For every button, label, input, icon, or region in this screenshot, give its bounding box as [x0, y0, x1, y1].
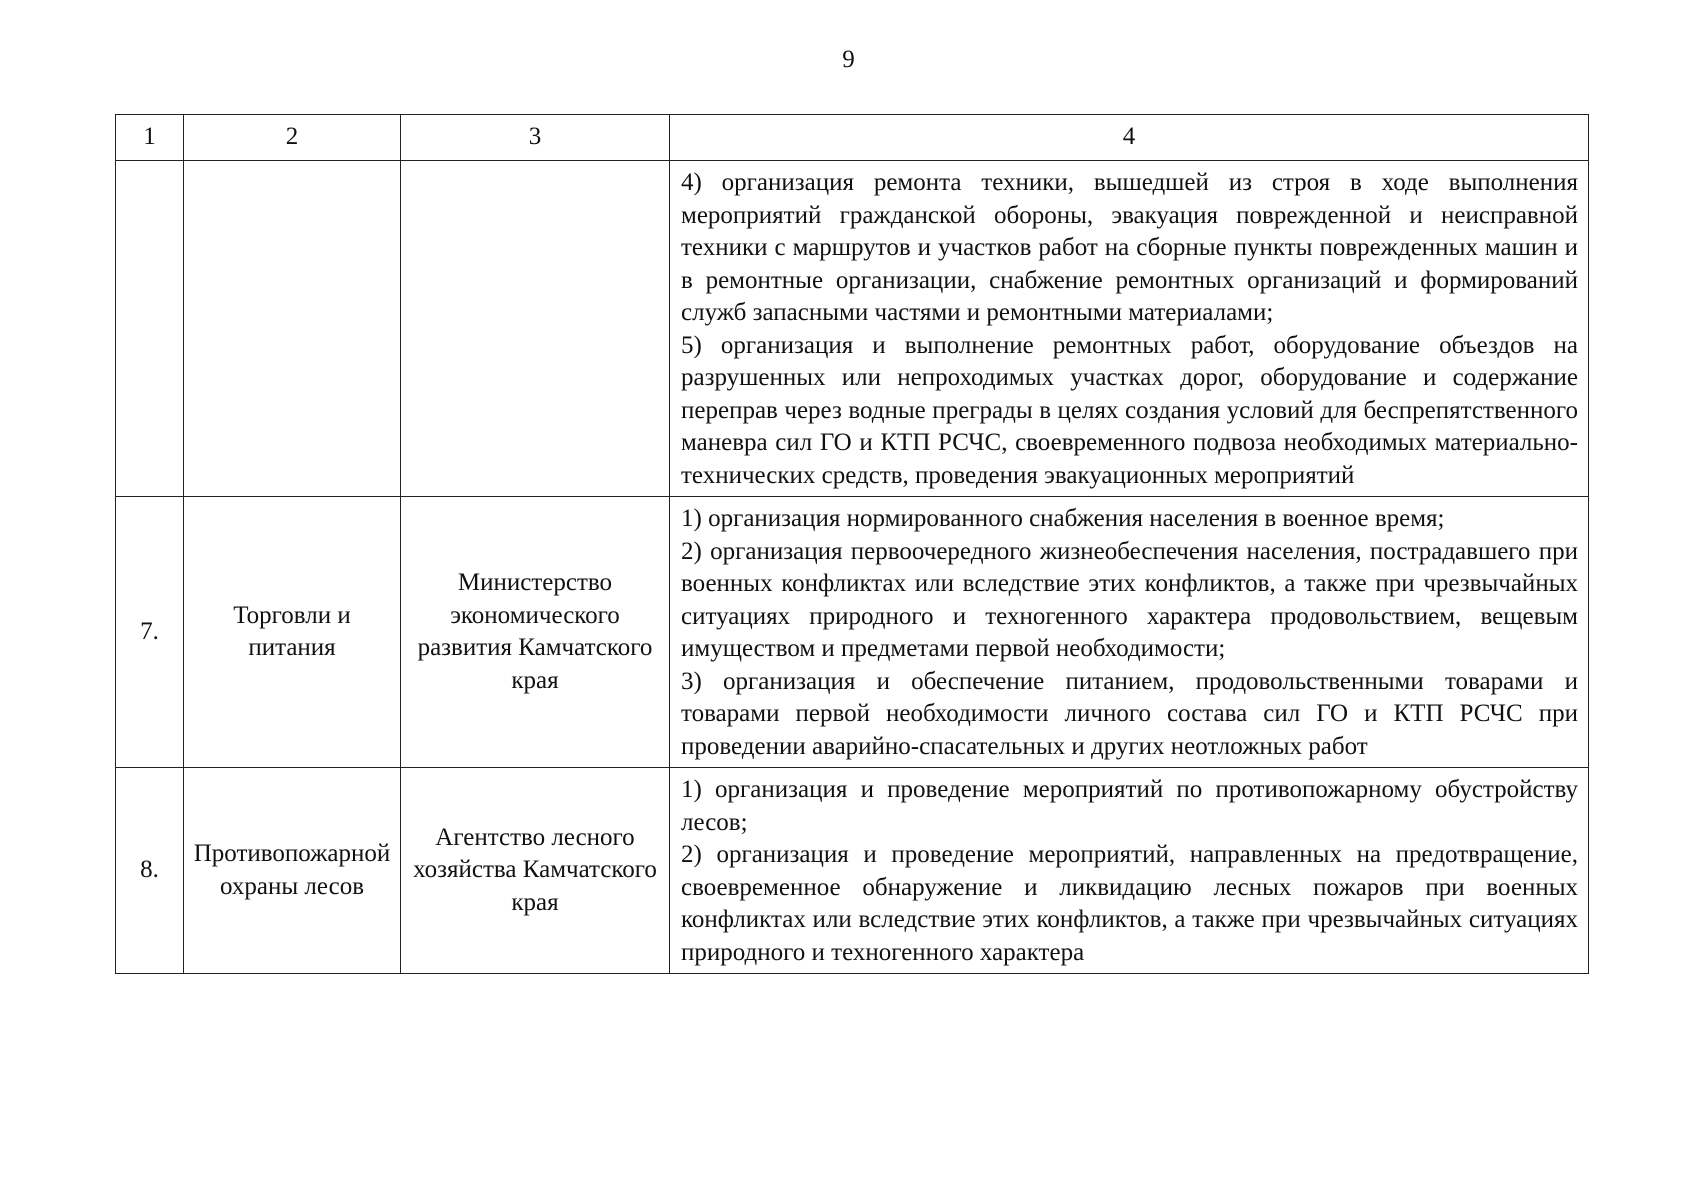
task-item: 1) организация нормированного снабжения населения в военное время; [681, 505, 1445, 532]
tasks-cell [670, 497, 1589, 768]
services-table [115, 114, 1589, 974]
task-item: 3) организация и обеспечение питанием, продовольственными товарами и товарами первой необходимости личного состава сил ГО и КТП РСЧС при проведении аварийно-спасательных и других неотложных работ [681, 667, 1578, 760]
responsible-body-cell [401, 161, 670, 497]
task-item: 2) организация и проведение мероприятий, направленных на предотвращение, своевременное обнаружение и ликвидацию лесных пожаров при военных конфликтах или вследствие этих конфликтов, а также при чрезвычайных ситуациях природного и техногенного характера [681, 841, 1578, 966]
task-item: 2) организация первоочередного жизнеобеспечения населения, пострадавшего при военных конфликтах или вследствие этих конфликтов, а также при чрезвычайных ситуациях природного и техногенного характера продовольствием, вещевым имуществом и предметами первой необходимости; [681, 537, 1578, 662]
task-item: 5) организация и выполнение ремонтных работ, оборудование объездов на разрушенных или непроходимых участках дорог, оборудование и содержание переправ через водные преграды в целях создания условий для беспрепятственного маневра сил ГО и КТП РСЧС, своевременного подвоза необходимых материально-технических средств, проведения эвакуационных мероприятий [681, 331, 1578, 489]
table-row [116, 161, 1589, 497]
row-number-cell [116, 161, 184, 497]
task-item: 4) организация ремонта техники, вышедшей из строя в ходе выполнения мероприятий гражданской обороны, эвакуация поврежденной и неисправной техники с маршрутов и участков работ на сборные пункты поврежденных машин и в ремонтные организации, снабжение ремонтных организаций и формирований служб запасными частями и ремонтными материалами; [681, 169, 1578, 326]
responsible-body-cell: Министерство экономического развития Камчатского края [401, 497, 670, 768]
header-col-4: 4 [670, 115, 1589, 161]
header-col-1: 1 [116, 115, 184, 161]
responsible-body-cell: Агентство лесного хозяйства Камчатского края [401, 768, 670, 974]
page-number: 9 [842, 46, 855, 73]
table-row [116, 497, 1589, 768]
tasks-cell [670, 768, 1589, 974]
header-col-2: 2 [184, 115, 401, 161]
service-name-cell [184, 161, 401, 497]
tasks-cell [670, 161, 1589, 497]
header-col-3: 3 [401, 115, 670, 161]
task-item: 1) организация и проведение мероприятий по противопожарному обустройству лесов; [681, 776, 1578, 836]
row-number-cell: 8. [116, 768, 184, 974]
service-name-cell: Противопожарной охраны лесов [184, 768, 401, 974]
table-header-row [116, 115, 1589, 161]
service-name-cell: Торговли и питания [184, 497, 401, 768]
table-row [116, 768, 1589, 974]
row-number-cell: 7. [116, 497, 184, 768]
